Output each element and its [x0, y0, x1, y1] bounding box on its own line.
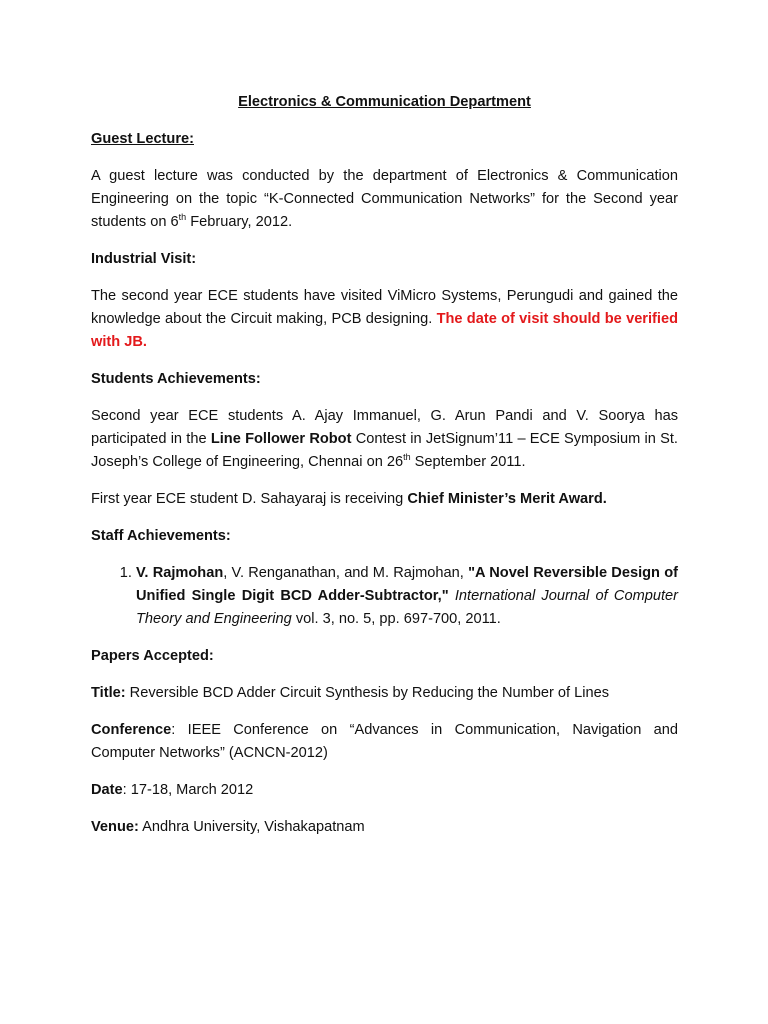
paper-date-line — [91, 779, 678, 802]
paper-date-value: : 17-18, March 2012 — [122, 782, 254, 798]
staff-authors-rest: , V. Renganathan, and M. Rajmohan, — [223, 565, 469, 581]
paper-venue-line — [91, 816, 678, 839]
students-achievement-paragraph-2 — [91, 488, 678, 511]
document-body — [91, 91, 678, 853]
guest-lecture-text-b: February, 2012. — [186, 214, 293, 230]
paper-venue-value: Andhra University, Vishakapatnam — [138, 819, 365, 835]
staff-achievements-heading: Staff Achievements: — [91, 528, 231, 544]
paper-conference-label: Conference — [91, 722, 172, 738]
page-title: Electronics & Communication Department — [238, 94, 531, 110]
industrial-visit-text: The second year ECE students have visited ViMicro Systems, Perungudi and gained the knowledge about the Circuit making, PCB designing. — [91, 288, 678, 327]
staff-paper-title: "A Novel Reversible Design of Unified Single Digit BCD Adder-Subtractor," — [136, 565, 678, 604]
sa2-text: First year ECE student D. Sahayaraj is receiving — [91, 491, 408, 507]
list-item — [136, 562, 678, 631]
sa-text-c: September 2011. — [410, 454, 526, 470]
sa-sup: th — [403, 452, 411, 463]
paper-conference-line — [91, 719, 678, 765]
paper-venue-label: Venue: — [91, 819, 139, 835]
students-achievements-heading: Students Achievements: — [91, 371, 261, 387]
paper-title-label: Title: — [91, 685, 126, 701]
sa-text-a: Second year ECE students A. Ajay Immanuel, G. Arun Pandi and V. Soorya has participated in the — [91, 408, 678, 447]
paper-date-label: Date — [91, 782, 123, 798]
guest-lecture-paragraph — [91, 165, 678, 234]
industrial-visit-note: The date of visit should be verified with JB. — [91, 311, 678, 350]
sa-contest-name: Line Follower Robot — [210, 431, 352, 447]
staff-achievements-list — [91, 562, 678, 631]
guest-lecture-sup: th — [178, 212, 187, 223]
staff-journal: International Journal of Computer Theory and Engineering — [136, 588, 678, 627]
papers-accepted-heading: Papers Accepted: — [91, 648, 214, 664]
staff-author-bold: V. Rajmohan — [136, 565, 224, 581]
industrial-visit-paragraph — [91, 285, 678, 354]
staff-details: vol. 3, no. 5, pp. 697-700, 2011. — [291, 611, 501, 627]
sa2-award: Chief Minister’s Merit Award. — [407, 491, 607, 507]
paper-title-line — [91, 682, 678, 705]
paper-conference-value: : IEEE Conference on “Advances in Communication, Navigation and Computer Networks” (ACNCN-2012) — [91, 722, 678, 761]
guest-lecture-text-a: A guest lecture was conducted by the department of Electronics & Communication Engineering on the topic “K-Connected Communication Networks” for the Second year students on 6 — [91, 168, 678, 230]
paper-title-value: Reversible BCD Adder Circuit Synthesis by Reducing the Number of Lines — [125, 685, 610, 701]
sa-text-b: Contest in JetSignum’11 – ECE Symposium in St. Joseph’s College of Engineering, Chennai on 26 — [91, 431, 678, 470]
students-achievement-paragraph-1 — [91, 405, 678, 474]
industrial-visit-heading: Industrial Visit: — [91, 251, 197, 267]
guest-lecture-heading: Guest Lecture: — [91, 131, 194, 147]
